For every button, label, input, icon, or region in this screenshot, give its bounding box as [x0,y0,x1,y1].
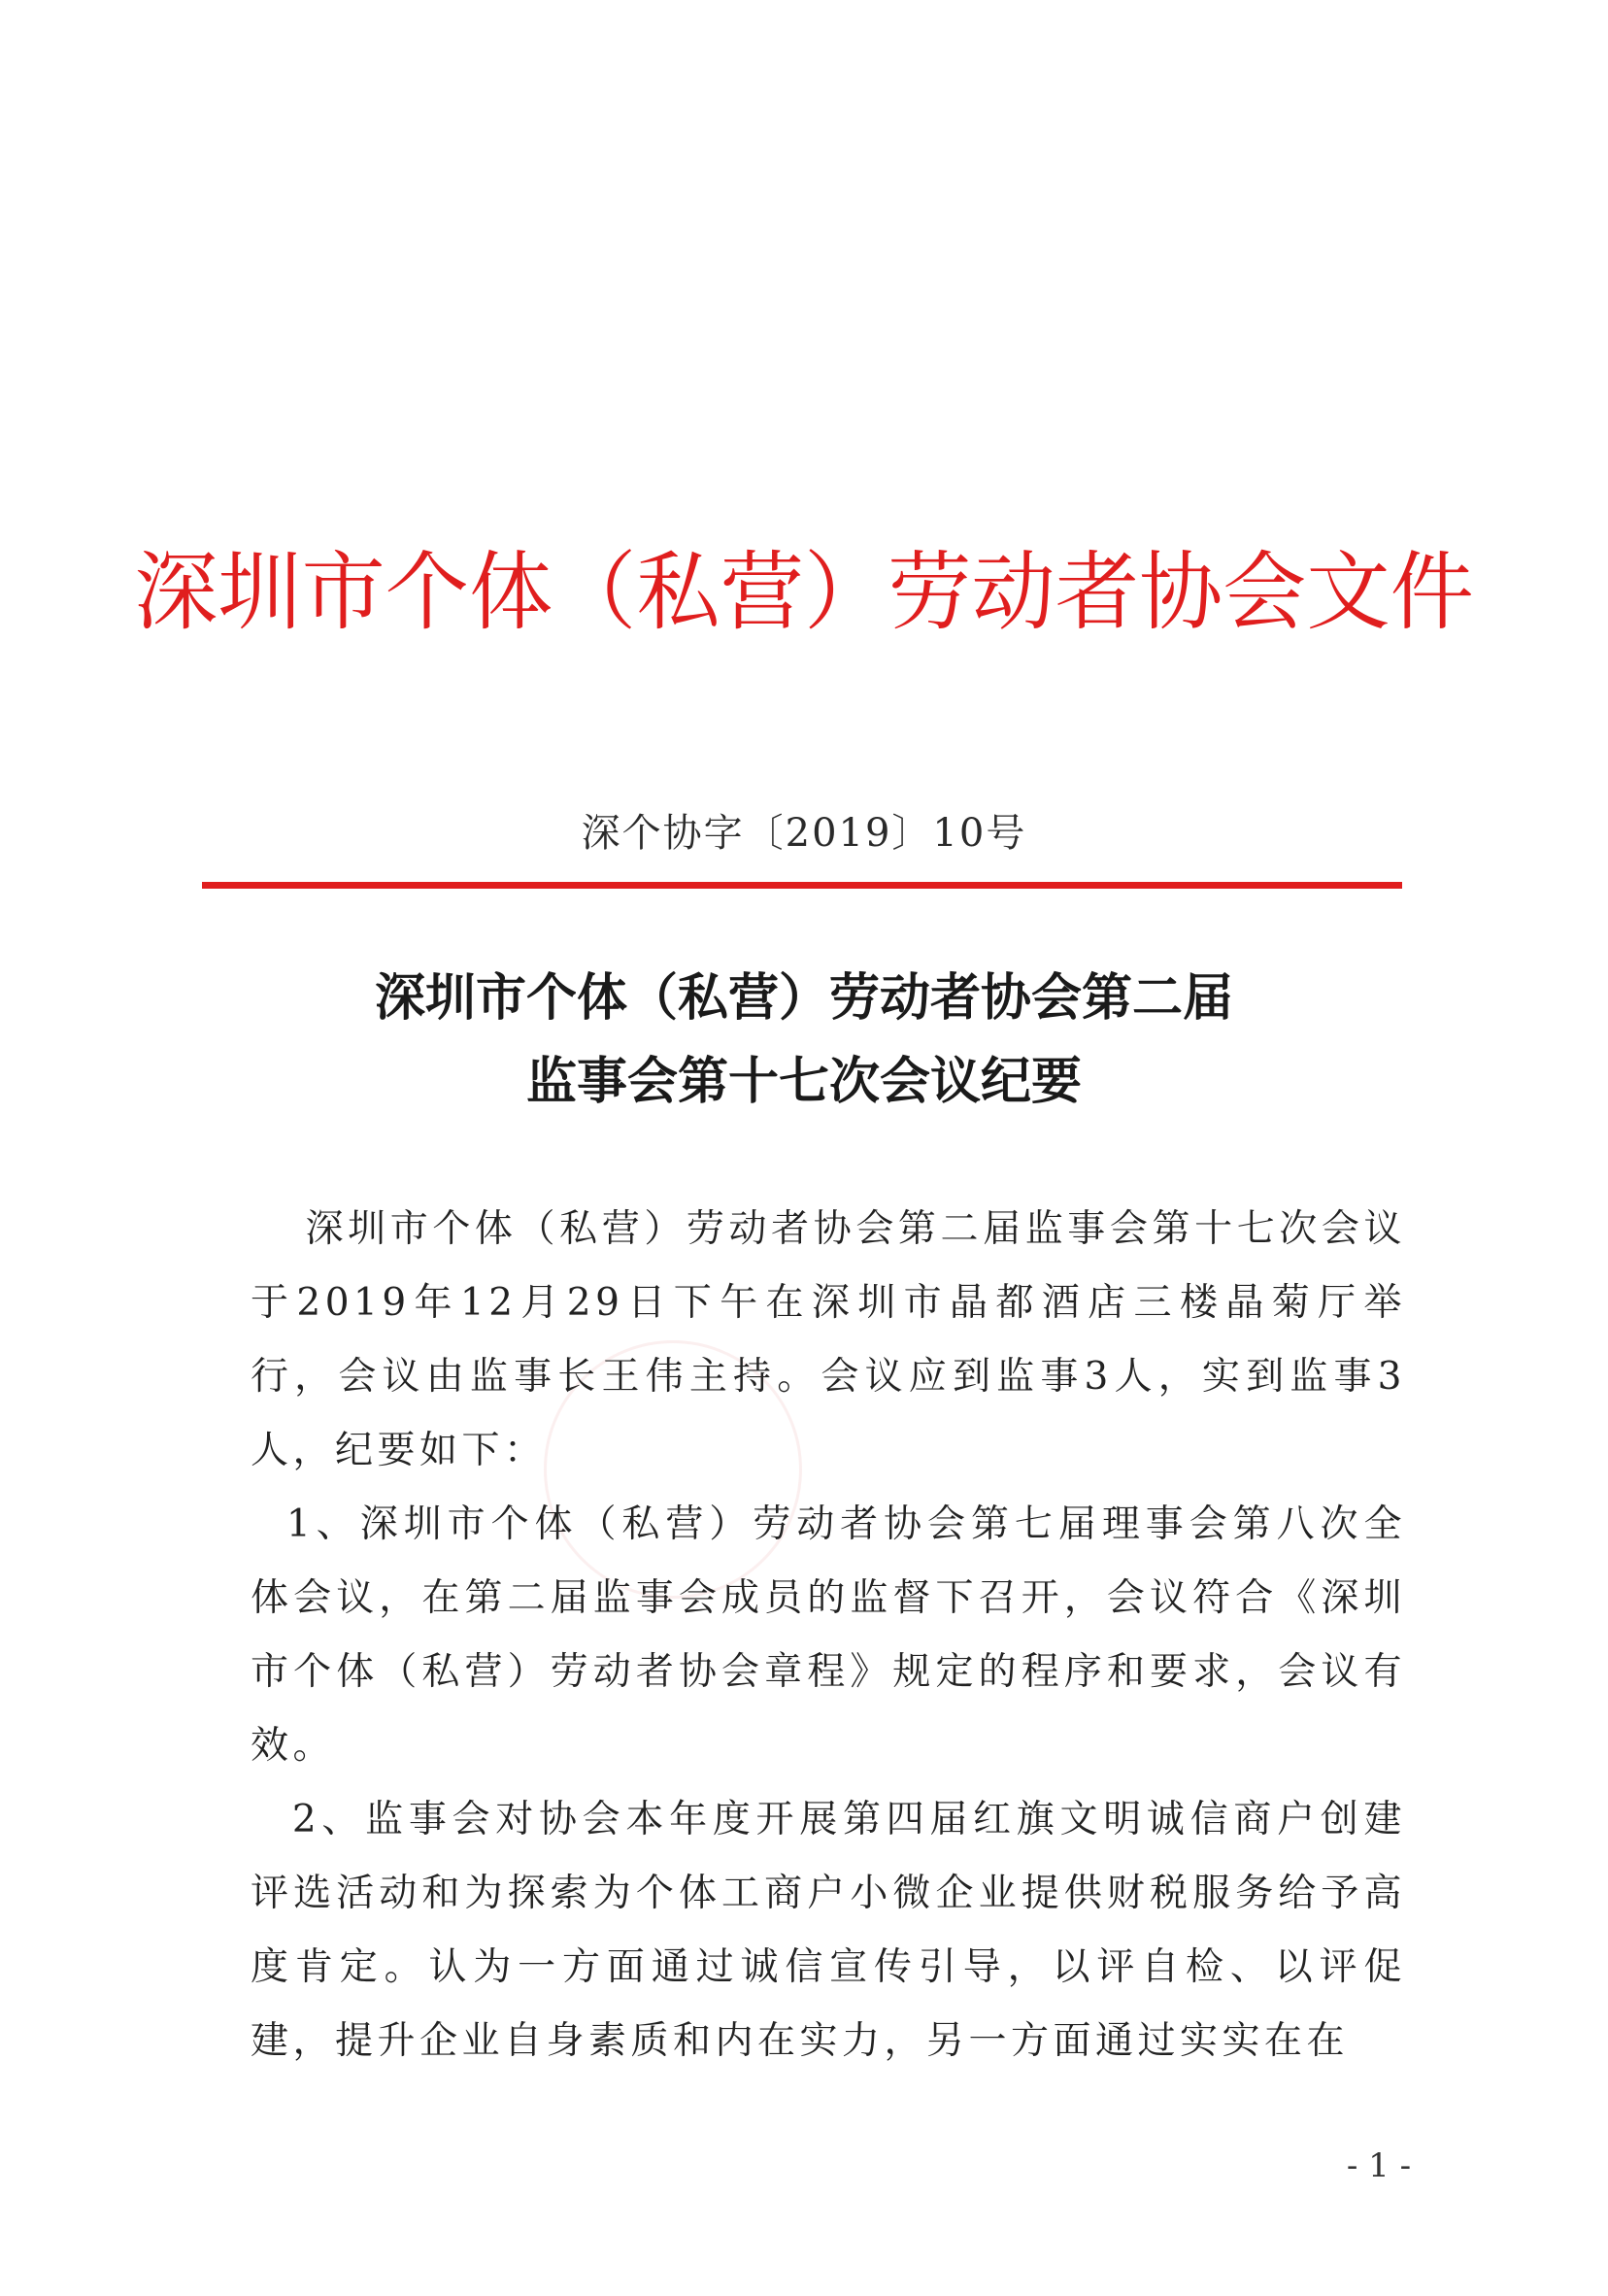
document-title-line-2: 监事会第十七次会议纪要 [525,1053,1082,1111]
body-paragraph-1: 深圳市个体（私营）劳动者协会第二届监事会第十七次会议于2019年12月29日下午在深圳市晶都酒店三楼晶菊厅举行，会议由监事长王伟主持。会议应到监事3人，实到监事3人，纪要如下： [251,1207,1406,1472]
document-number: 深个协字〔2019〕10号 [581,811,1027,856]
page-number: - 1 - [1346,2146,1412,2185]
document-body [251,1193,1406,2078]
red-divider-line [202,882,1402,889]
letterhead-title: 深圳市个体（私营）劳动者协会文件 [134,542,1474,642]
document-title [0,957,1608,1124]
document-title-line-1: 深圳市个体（私营）劳动者协会第二届 [374,969,1233,1028]
body-paragraph-3: 2、监事会对协会本年度开展第四届红旗文明诚信商户创建评选活动和为探索为个体工商户小微企业提供财税服务给予高度肯定。认为一方面通过诚信宣传引导，以评自检、以评促建，提升企业自身素质和内在实力，另一方面通过实实在在 [251,1798,1406,2063]
body-paragraph-2: 1、深圳市个体（私营）劳动者协会第七届理事会第八次全体会议，在第二届监事会成员的监督下召开，会议符合《深圳市个体（私营）劳动者协会章程》规定的程序和要求，会议有效。 [251,1503,1406,1768]
